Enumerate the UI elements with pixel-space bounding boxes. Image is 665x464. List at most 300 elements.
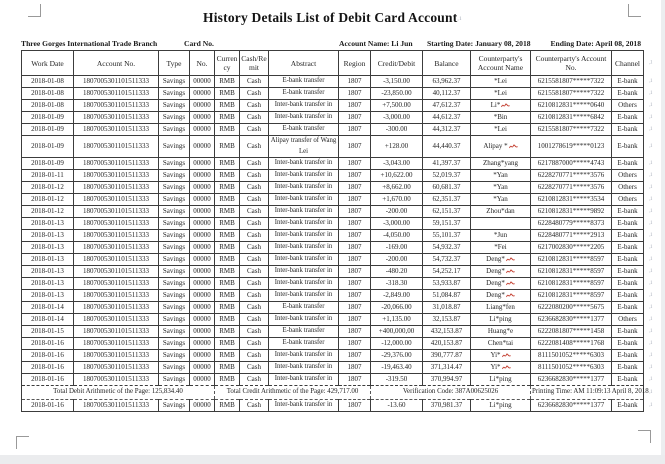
red-signature-mark [506, 280, 515, 287]
cell-channel: E-bank ,1 [612, 230, 644, 242]
cell-account-no: 1807005301101511333 [74, 206, 159, 218]
cell-abstract: Inter-bank transfer in [269, 242, 339, 254]
cell-no: 00000 [190, 206, 215, 218]
cell-credit-debit: -29,376.00 [371, 350, 423, 362]
cell-channel: Others ,1 [612, 314, 644, 326]
cell-type: Savings [159, 170, 190, 182]
cell-type: Savings [159, 326, 190, 338]
cell-credit-debit: -200.00 [371, 254, 423, 266]
cell-type: Savings [159, 338, 190, 350]
col-balance: Balance [423, 51, 471, 76]
cell-cp-name: Li*ping [471, 400, 531, 412]
cell-currency: RMB [215, 314, 240, 326]
cell-cash-remit: Cash [240, 278, 269, 290]
cell-abstract: Inter-bank transfer in [269, 314, 339, 326]
cell-credit-debit: +1,670.00 [371, 194, 423, 206]
cell-type: Savings [159, 158, 190, 170]
cell-abstract: E-bank transfer [269, 124, 339, 136]
cell-currency: RMB [215, 88, 240, 100]
cell-cp-account: 6215581807*****7322 [531, 124, 612, 136]
cell-credit-debit: +7,500.00 [371, 100, 423, 112]
cell-account-no: 1807005301101511333 [74, 112, 159, 124]
cell-cp-name [471, 218, 531, 230]
cell-cp-name: *Yan [471, 170, 531, 182]
col-work-date: Work Date [22, 51, 74, 76]
table-row [22, 136, 644, 158]
cell-cp-name: Zhang*yang [471, 158, 531, 170]
cell-currency: RMB [215, 242, 240, 254]
cell-no: 00000 [190, 290, 215, 302]
cell-abstract: Inter-bank transfer in [269, 206, 339, 218]
cell-type: Savings [159, 400, 190, 412]
cell-channel: E-bank ,1 [612, 362, 644, 374]
cell-cp-account: 6222080200*****5675 [531, 302, 612, 314]
cell-balance: 62,151.37 [423, 206, 471, 218]
cell-abstract: Inter-bank transfer in [269, 278, 339, 290]
table-row [22, 158, 644, 170]
cell-cp-account: 6236682830*****1377 [531, 314, 612, 326]
cell-no: 00000 [190, 158, 215, 170]
cell-type: Savings [159, 194, 190, 206]
cell-region: 1807 [339, 326, 371, 338]
cell-cash-remit: Cash [240, 100, 269, 112]
cell-account-no: 1807005301101511333 [74, 338, 159, 350]
table-row [22, 100, 644, 112]
cell-no: 00000 [190, 88, 215, 100]
table-row [22, 170, 644, 182]
cell-credit-debit: -13.60 [371, 400, 423, 412]
cell-currency: RMB [215, 76, 240, 88]
cell-credit-debit: -2,849.00 [371, 290, 423, 302]
cell-channel: E-bank ,1 [612, 218, 644, 230]
card-no-label: Card No. [184, 39, 214, 48]
cell-currency: RMB [215, 112, 240, 124]
cell-region: 1807 [339, 170, 371, 182]
cell-abstract: Inter-bank transfer in [269, 218, 339, 230]
cell-type: Savings [159, 124, 190, 136]
table-row [22, 338, 644, 350]
cell-work-date: 2018-01-09 [22, 112, 74, 124]
cell-type: Savings [159, 314, 190, 326]
cell-region: 1807 [339, 88, 371, 100]
col-counterparty-account: Counterparty's Account No. [531, 51, 612, 76]
cell-cash-remit: Cash [240, 350, 269, 362]
cell-currency: RMB [215, 170, 240, 182]
red-signature-mark [506, 268, 515, 275]
table-row [22, 182, 644, 194]
totals-debit: Total Debit Arithmetic of the Page: 125,834.40 [22, 386, 215, 400]
cell-cp-account: 6217002830*****2205 [531, 242, 612, 254]
cell-work-date: 2018-01-09 [22, 124, 74, 136]
cell-account-no: 1807005301101511333 [74, 290, 159, 302]
cell-cp-name: Deng* [471, 266, 531, 278]
cell-cp-account: 6222081408*****1768 [531, 338, 612, 350]
window-bottom-strip [0, 455, 665, 464]
cell-cp-name: *Bin [471, 112, 531, 124]
cell-balance: 54,932.37 [423, 242, 471, 254]
cell-account-no: 1807005301101511333 [74, 194, 159, 206]
cell-work-date: 2018-01-09 [22, 136, 74, 158]
red-signature-mark [501, 102, 510, 109]
cell-type: Savings [159, 112, 190, 124]
cell-cp-name: Li*ping [471, 314, 531, 326]
cell-cash-remit: Cash [240, 302, 269, 314]
cell-cp-account: 6228270771*****3576 [531, 170, 612, 182]
cell-no: 00000 [190, 242, 215, 254]
cell-credit-debit: -23,850.00 [371, 88, 423, 100]
cell-type: Savings [159, 242, 190, 254]
history-table-body [22, 76, 649, 412]
cell-balance: 31,018.87 [423, 302, 471, 314]
cell-region: 1807 [339, 278, 371, 290]
cell-type: Savings [159, 88, 190, 100]
cell-region: 1807 [339, 302, 371, 314]
cell-no: 00000 [190, 326, 215, 338]
starting-date: Starting Date: January 08, 2018 [427, 39, 531, 48]
cell-work-date: 2018-01-16 [22, 350, 74, 362]
cell-credit-debit: -3,150.00 [371, 76, 423, 88]
cell-type: Savings [159, 230, 190, 242]
cell-account-no: 1807005301101511333 [74, 170, 159, 182]
cell-account-no: 1807005301101511333 [74, 302, 159, 314]
table-row [22, 254, 644, 266]
cell-balance: 41,397.37 [423, 158, 471, 170]
cell-abstract: Inter-bank transfer in [269, 182, 339, 194]
cell-cash-remit: Cash [240, 206, 269, 218]
cell-abstract: E-bank transfer [269, 326, 339, 338]
cell-no: 00000 [190, 302, 215, 314]
cell-cp-name: Li* [471, 100, 531, 112]
table-row [22, 218, 644, 230]
table-row [22, 76, 644, 88]
crop-mark-bottom-right [638, 430, 651, 443]
cell-abstract: Inter-bank transfer in [269, 350, 339, 362]
cell-cp-account: 1001278619*****0123 [531, 136, 612, 158]
cell-no: 00000 [190, 350, 215, 362]
cell-channel: E-bank ,1 [612, 400, 644, 412]
cell-type: Savings [159, 182, 190, 194]
red-signature-mark [506, 292, 515, 299]
cell-cash-remit: Cash [240, 290, 269, 302]
table-row [22, 362, 644, 374]
red-signature-mark [502, 364, 511, 371]
cell-region: 1807 [339, 350, 371, 362]
cell-channel: E-bank ,1 [612, 350, 644, 362]
cell-no: 00000 [190, 278, 215, 290]
cell-cash-remit: Cash [240, 88, 269, 100]
cell-currency: RMB [215, 326, 240, 338]
cell-balance: 54,252.17 [423, 266, 471, 278]
cell-channel: E-bank ,1 [612, 374, 644, 386]
cell-account-no: 1807005301101511333 [74, 314, 159, 326]
cell-cash-remit: Cash [240, 362, 269, 374]
cell-channel: E-bank ,1 [612, 112, 644, 124]
col-cash-remit: Cash/Remit [240, 51, 269, 76]
cell-balance: 44,612.37 [423, 112, 471, 124]
cell-account-no: 1807005301101511333 [74, 374, 159, 386]
cell-work-date: 2018-01-13 [22, 278, 74, 290]
cell-cash-remit: Cash [240, 136, 269, 158]
totals-printing: Printing Time: AM 11:09:13 April 8, 2018 ,1 [531, 386, 644, 400]
cell-cp-name: *Yan [471, 182, 531, 194]
table-row [22, 88, 644, 100]
cell-cp-name: *Lei [471, 76, 531, 88]
cell-cp-account: 6210812831*****8597 [531, 266, 612, 278]
cell-cash-remit: Cash [240, 374, 269, 386]
cell-cp-name: Huang*e [471, 326, 531, 338]
cell-balance: 432,153.87 [423, 326, 471, 338]
cell-balance: 51,084.87 [423, 290, 471, 302]
cell-currency: RMB [215, 362, 240, 374]
cell-region: 1807 [339, 254, 371, 266]
cell-channel: Others ,1 [612, 170, 644, 182]
cell-work-date: 2018-01-09 [22, 158, 74, 170]
table-row [22, 242, 644, 254]
cell-work-date: 2018-01-16 [22, 400, 74, 412]
cell-currency: RMB [215, 182, 240, 194]
cell-account-no: 1807005301101511333 [74, 158, 159, 170]
cell-account-no: 1807005301101511333 [74, 278, 159, 290]
cell-work-date: 2018-01-13 [22, 266, 74, 278]
cell-work-date: 2018-01-15 [22, 326, 74, 338]
cell-currency: RMB [215, 350, 240, 362]
cell-abstract: E-bank transfer [269, 302, 339, 314]
cell-balance: 54,732.37 [423, 254, 471, 266]
branch-name: Three Gorges International Trade Branch [21, 39, 158, 48]
cell-abstract: Alipay transfer of Wang Lei [269, 136, 339, 158]
cell-no: 00000 [190, 112, 215, 124]
cell-work-date: 2018-01-13 [22, 242, 74, 254]
cell-cp-name: Deng* [471, 278, 531, 290]
cell-currency: RMB [215, 338, 240, 350]
statement-info-line [21, 39, 643, 50]
cell-channel: E-bank ,1 [612, 136, 644, 158]
cell-region: 1807 [339, 242, 371, 254]
cell-balance: 62,351.37 [423, 194, 471, 206]
cell-cp-name: *Jun [471, 230, 531, 242]
cell-abstract: Inter-bank transfer in [269, 158, 339, 170]
cell-balance: 44,440.37 [423, 136, 471, 158]
cell-credit-debit: -318.30 [371, 278, 423, 290]
cell-credit-debit: -319.50 [371, 374, 423, 386]
cell-account-no: 1807005301101511333 [74, 218, 159, 230]
cell-account-no: 1807005301101511333 [74, 136, 159, 158]
cell-abstract: E-bank transfer [269, 338, 339, 350]
cell-channel: E-bank ,1 [612, 88, 644, 100]
cell-channel: E-bank ,1 [612, 338, 644, 350]
cell-account-no: 1807005301101511333 [74, 326, 159, 338]
table-row [22, 302, 644, 314]
table-row [22, 278, 644, 290]
cell-currency: RMB [215, 124, 240, 136]
cell-work-date: 2018-01-12 [22, 182, 74, 194]
cell-balance: 370,981.37 [423, 400, 471, 412]
ending-date: Ending Date: April 08, 2018 [550, 39, 641, 48]
cell-abstract: Inter-bank transfer in [269, 400, 339, 412]
cell-channel: Others ,1 [612, 100, 644, 112]
cell-channel: E-bank ,1 [612, 206, 644, 218]
cell-region: 1807 [339, 338, 371, 350]
red-signature-mark [506, 256, 515, 263]
cell-channel: E-bank ,1 [612, 76, 644, 88]
cell-type: Savings [159, 350, 190, 362]
col-abstract: Abstract [269, 51, 339, 76]
cell-balance: 59,151.37 [423, 218, 471, 230]
cell-currency: RMB [215, 230, 240, 242]
col-counterparty-name: Counterparty's Account Name [471, 51, 531, 76]
cell-cp-account: 8111501052*****6303 [531, 362, 612, 374]
cell-currency: RMB [215, 100, 240, 112]
cell-credit-debit: -4,050.00 [371, 230, 423, 242]
cell-region: 1807 [339, 400, 371, 412]
col-channel: Channel ,1 [612, 51, 644, 76]
table-row [22, 400, 644, 412]
cell-credit-debit: -169.00 [371, 242, 423, 254]
page-title: History Details List of Debit Card Account ,1 [0, 10, 665, 26]
table-row [22, 374, 644, 386]
cell-account-no: 1807005301101511333 [74, 124, 159, 136]
cell-region: 1807 [339, 76, 371, 88]
cell-region: 1807 [339, 374, 371, 386]
cell-credit-debit: -3,000.00 [371, 112, 423, 124]
cell-type: Savings [159, 218, 190, 230]
red-signature-mark [509, 143, 518, 150]
cell-region: 1807 [339, 158, 371, 170]
table-row [22, 124, 644, 136]
cell-channel: E-bank ,1 [612, 124, 644, 136]
col-currency: Currency [215, 51, 240, 76]
table-row [22, 326, 644, 338]
cell-cash-remit: Cash [240, 194, 269, 206]
cell-cp-account: 6210812831*****0640 [531, 100, 612, 112]
cell-cp-name: *Lei [471, 124, 531, 136]
cell-cash-remit: Cash [240, 218, 269, 230]
cell-no: 00000 [190, 136, 215, 158]
totals-row [22, 386, 644, 400]
cell-channel: E-bank ,1 [612, 302, 644, 314]
cell-region: 1807 [339, 206, 371, 218]
cell-credit-debit: -480.20 [371, 266, 423, 278]
cell-currency: RMB [215, 218, 240, 230]
cell-balance: 55,101.37 [423, 230, 471, 242]
cell-abstract: E-bank transfer [269, 88, 339, 100]
cell-type: Savings [159, 254, 190, 266]
cell-cash-remit: Cash [240, 230, 269, 242]
cell-currency: RMB [215, 194, 240, 206]
cell-account-no: 1807005301101511333 [74, 362, 159, 374]
cell-no: 00000 [190, 76, 215, 88]
cell-abstract: Inter-bank transfer in [269, 230, 339, 242]
cell-no: 00000 [190, 266, 215, 278]
table-row [22, 112, 644, 124]
account-name: Account Name: Li Jun [339, 39, 413, 48]
cell-cp-account: 6210812831*****6842 [531, 112, 612, 124]
cell-work-date: 2018-01-14 [22, 302, 74, 314]
cell-balance: 32,153.87 [423, 314, 471, 326]
cell-account-no: 1807005301101511333 [74, 266, 159, 278]
cell-cp-account: 6210812831*****9892 [531, 206, 612, 218]
cell-channel: E-bank ,1 [612, 158, 644, 170]
cell-type: Savings [159, 290, 190, 302]
cell-cash-remit: Cash [240, 326, 269, 338]
cell-cp-account: 6210812831*****8597 [531, 278, 612, 290]
cell-balance: 63,962.37 [423, 76, 471, 88]
cell-cp-account: 8111501052*****6303 [531, 350, 612, 362]
cell-balance: 44,312.37 [423, 124, 471, 136]
cell-account-no: 1807005301101511333 [74, 88, 159, 100]
cell-cash-remit: Cash [240, 400, 269, 412]
cell-abstract: Inter-bank transfer in [269, 112, 339, 124]
cell-account-no: 1807005301101511333 [74, 182, 159, 194]
cell-credit-debit: +400,000,00 [371, 326, 423, 338]
window-right-strip [661, 0, 665, 464]
cell-type: Savings [159, 266, 190, 278]
cell-channel: Others ,1 [612, 194, 644, 206]
cell-credit-debit: +1,135.00 [371, 314, 423, 326]
table-row [22, 194, 644, 206]
cell-account-no: 1807005301101511333 [74, 350, 159, 362]
cell-region: 1807 [339, 362, 371, 374]
cell-work-date: 2018-01-13 [22, 230, 74, 242]
cell-work-date: 2018-01-13 [22, 218, 74, 230]
cell-work-date: 2018-01-14 [22, 314, 74, 326]
cell-region: 1807 [339, 100, 371, 112]
cell-cp-account: 6215581807*****7322 [531, 76, 612, 88]
col-type: Type [159, 51, 190, 76]
cell-cp-account: 6236682830*****1377 [531, 374, 612, 386]
cell-work-date: 2018-01-16 [22, 338, 74, 350]
cell-currency: RMB [215, 206, 240, 218]
cell-work-date: 2018-01-12 [22, 206, 74, 218]
cell-currency: RMB [215, 158, 240, 170]
cell-channel: E-bank ,1 [612, 326, 644, 338]
cell-cp-name: *Yan [471, 194, 531, 206]
cell-work-date: 2018-01-08 [22, 100, 74, 112]
table-row [22, 290, 644, 302]
col-credit-debit: Credit/Debit [371, 51, 423, 76]
cell-balance: 370,994.97 [423, 374, 471, 386]
cell-channel: Others ,1 [612, 182, 644, 194]
cell-channel: E-bank ,1 [612, 254, 644, 266]
cell-cp-account: 6210812831*****8597 [531, 290, 612, 302]
cell-cp-account: 6236682830*****1377 [531, 400, 612, 412]
cell-cp-name: Liang*fen [471, 302, 531, 314]
cell-no: 00000 [190, 314, 215, 326]
cell-abstract: Inter-bank transfer in [269, 290, 339, 302]
cell-work-date: 2018-01-08 [22, 76, 74, 88]
cell-balance: 53,933.87 [423, 278, 471, 290]
cell-type: Savings [159, 374, 190, 386]
cell-cash-remit: Cash [240, 314, 269, 326]
cell-cash-remit: Cash [240, 338, 269, 350]
cell-no: 00000 [190, 170, 215, 182]
cell-abstract: Inter-bank transfer in [269, 194, 339, 206]
cell-region: 1807 [339, 182, 371, 194]
cell-channel: E-bank ,1 [612, 278, 644, 290]
cell-type: Savings [159, 302, 190, 314]
cell-no: 00000 [190, 218, 215, 230]
totals-verification: Verification Code: 387A00625026 [371, 386, 531, 400]
cell-credit-debit: -200.00 [371, 206, 423, 218]
cell-no: 00000 [190, 254, 215, 266]
cell-no: 00000 [190, 400, 215, 412]
table-row [22, 350, 644, 362]
totals-credit: Total Credit Arithmetic of the Page: 429,717.00 [215, 386, 371, 400]
table-row [22, 314, 644, 326]
cell-work-date: 2018-01-11 [22, 170, 74, 182]
cell-region: 1807 [339, 194, 371, 206]
cell-cp-account: 6228480779*****8373 [531, 218, 612, 230]
